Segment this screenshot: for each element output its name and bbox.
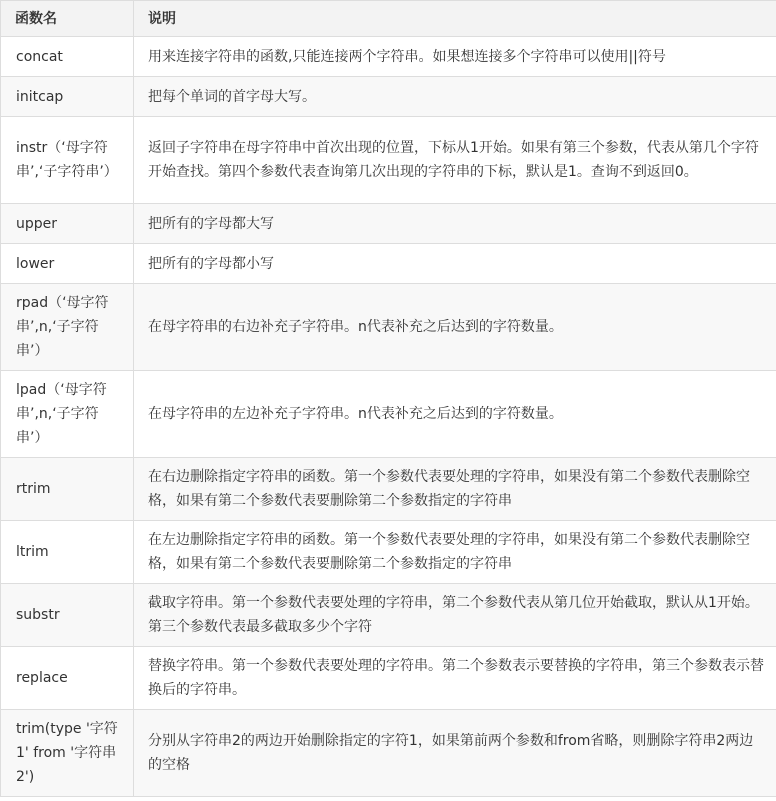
description-cell: 把每个单词的首字母大写。 [134, 77, 776, 117]
function-name-cell: initcap [1, 77, 134, 117]
function-name-cell: substr [1, 584, 134, 647]
description-cell: 分别从字符串2的两边开始删除指定的字符1，如果第前两个参数和from省略，则删除字符串2两边的空格 [134, 710, 776, 797]
function-name-cell: lower [1, 244, 134, 284]
description-cell: 在母字符串的左边补充子字符串。n代表补充之后达到的字符数量。 [134, 371, 776, 458]
table-row [1, 117, 776, 204]
header-description: 说明 [134, 1, 776, 37]
table-row [1, 710, 776, 797]
description-cell: 截取字符串。第一个参数代表要处理的字符串，第二个参数代表从第几位开始截取，默认从1开始。第三个参数代表最多截取多少个字符 [134, 584, 776, 647]
function-name-cell: replace [1, 647, 134, 710]
header-function-name: 函数名 [1, 1, 134, 37]
description-cell: 在左边删除指定字符串的函数。第一个参数代表要处理的字符串，如果没有第二个参数代表删除空格，如果有第二个参数代表要删除第二个参数指定的字符串 [134, 521, 776, 584]
description-cell: 替换字符串。第一个参数代表要处理的字符串。第二个参数表示要替换的字符串，第三个参数表示替换后的字符串。 [134, 647, 776, 710]
description-cell: 把所有的字母都小写 [134, 244, 776, 284]
table-row [1, 204, 776, 244]
table-row [1, 584, 776, 647]
description-cell: 把所有的字母都大写 [134, 204, 776, 244]
function-name-cell: rpad（‘母字符串’,n,‘子字符串’） [1, 284, 134, 371]
table-row [1, 458, 776, 521]
table-header-row [1, 1, 776, 37]
table-row [1, 37, 776, 77]
table-row [1, 647, 776, 710]
function-name-cell: trim(type '字符1' from '字符串2') [1, 710, 134, 797]
function-name-cell: ltrim [1, 521, 134, 584]
description-cell: 返回子字符串在母字符串中首次出现的位置，下标从1开始。如果有第三个参数，代表从第几个字符开始查找。第四个参数代表查询第几次出现的字符串的下标，默认是1。查询不到返回0。 [134, 117, 776, 204]
function-name-cell: concat [1, 37, 134, 77]
table-row [1, 244, 776, 284]
table-row [1, 371, 776, 458]
function-name-cell: upper [1, 204, 134, 244]
description-cell: 在右边删除指定字符串的函数。第一个参数代表要处理的字符串，如果没有第二个参数代表删除空格，如果有第二个参数代表要删除第二个参数指定的字符串 [134, 458, 776, 521]
table-row [1, 521, 776, 584]
function-name-cell: rtrim [1, 458, 134, 521]
table-row [1, 284, 776, 371]
function-name-cell: lpad（‘母字符串’,n,‘子字符串’） [1, 371, 134, 458]
description-cell: 在母字符串的右边补充子字符串。n代表补充之后达到的字符数量。 [134, 284, 776, 371]
function-name-cell: instr（‘母字符串’,‘子字符串’） [1, 117, 134, 204]
table-row [1, 77, 776, 117]
description-cell: 用来连接字符串的函数,只能连接两个字符串。如果想连接多个字符串可以使用||符号 [134, 37, 776, 77]
